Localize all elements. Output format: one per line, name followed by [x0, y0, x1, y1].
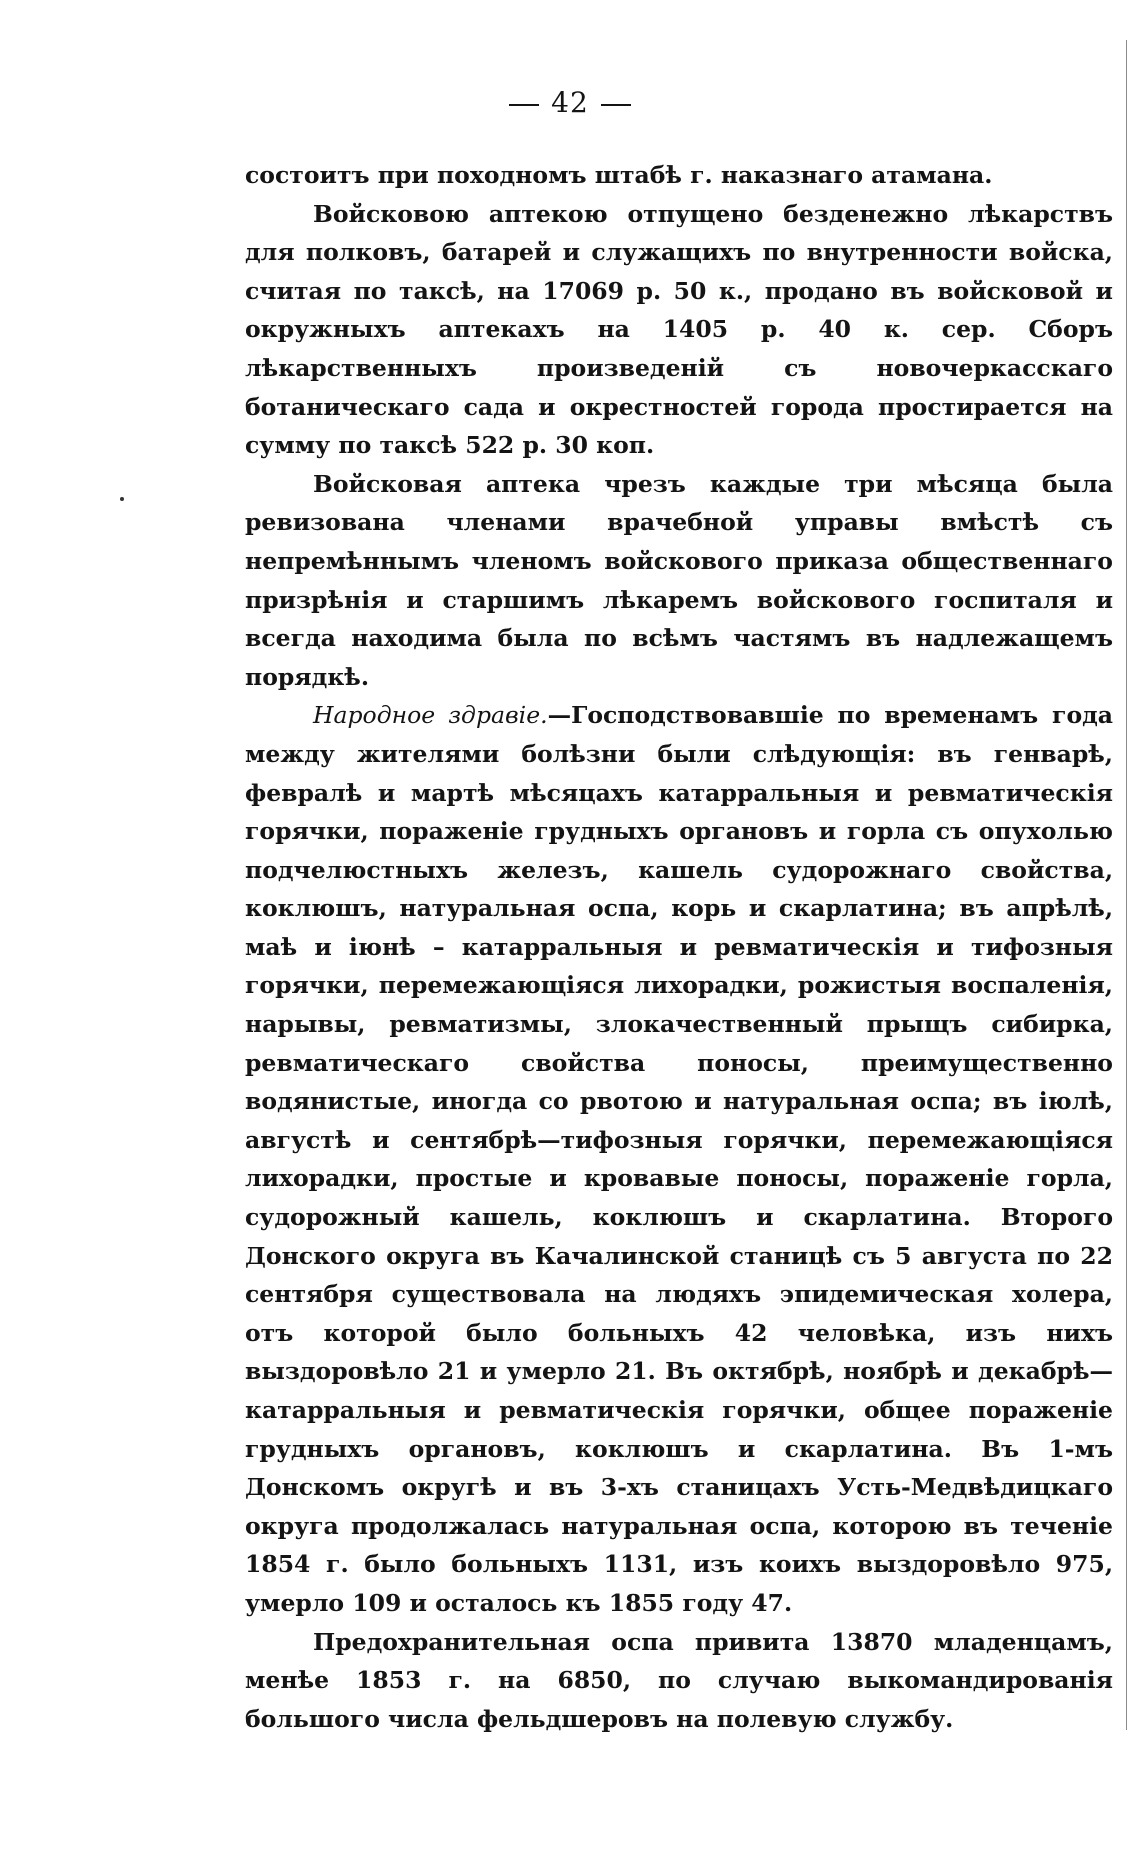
paragraph-pharmacy-supply: Войсковою аптекою отпущено безденежно лѣкарствъ для полковъ, батарей и служащихъ по внутренности войска, считая по таксѣ, на 17069 р. 50 к., продано въ войсковой и окружныхъ аптекахъ на 1405 р. 40 к. сер. Сборъ лѣкарственныхъ произведеній съ новочеркасскаго ботаническаго сада и окрестностей города простирается на сумму по таксѣ 522 р. 30 коп. [245, 199, 1113, 460]
paragraph-public-health-text: —Господствовавшіе по временамъ года между жителями болѣзни были слѣдующія: въ генварѣ, февралѣ и мартѣ мѣсяцахъ катарральныя и ревматическія горячки, пораженіе грудныхъ органовъ и горла съ опухолью подчелюстныхъ железъ, кашель судорожнаго свойства, коклюшъ, натуральная оспа, корь и скарлатина; въ апрѣлѣ, маѣ и іюнѣ – катарральныя и ревматическія и тифозныя горячки, перемежающіяся лихорадки, рожистыя воспаленія, нарывы, ревматизмы, злокачественный прыщъ сибирка, ревматическаго свойства поносы, преимущественно водянистые, иногда со рвотою и натуральная оспа; въ іюлѣ, августѣ и сентябрѣ—тифозныя горячки, перемежающіяся лихорадки, простые и кровавые поносы, пораженіе горла, судорожный кашель, коклюшъ и скарлатина. Второго Донского округа въ Качалинской станицѣ съ 5 августа по 22 сентября существовала на людяхъ эпидемическая холера, отъ которой было больныхъ 42 человѣка, изъ нихъ выздоровѣло 21 и умерло 21. Въ октябрѣ, ноябрѣ и декабрѣ—катарральныя и ревматическія горячки, общее пораженіе грудныхъ органовъ, коклюшъ и скарлатина. Въ 1-мъ Донскомъ округѣ и въ 3-хъ станицахъ Усть-Медвѣдицкаго округа продолжалась натуральная оспа, которою въ теченіе 1854 г. было больныхъ 1131, изъ коихъ выздоровѣло 975, умерло 109 и осталось къ 1855 году 47. [245, 701, 1114, 1617]
paragraph-public-health [245, 696, 1113, 1622]
page-number [0, 86, 1140, 119]
paragraph-continuation: состоитъ при походномъ штабѣ г. наказнаго атамана. [245, 161, 993, 189]
scan-speck [120, 497, 124, 501]
page-edge-rule [1126, 40, 1127, 1730]
page-number-dash-left [509, 104, 539, 106]
section-heading-public-health: Народное здравіе. [313, 701, 548, 730]
page-number-value: 42 [551, 86, 589, 119]
page-number-dash-right [601, 104, 631, 106]
paragraph-vaccination: Предохранительная оспа привита 13870 младенцамъ, менѣе 1853 г. на 6850, по случаю выкомандированія большого числа фельдшеровъ на полевую службу. [245, 1627, 1113, 1733]
paragraph-pharmacy-inspection: Войсковая аптека чрезъ каждые три мѣсяца была ревизована членами врачебной управы вмѣстѣ съ непремѣннымъ членомъ войскового приказа общественнаго призрѣнія и старшимъ лѣкаремъ войскового госпиталя и всегда находима была по всѣмъ частямъ въ надлежащемъ порядкѣ. [245, 469, 1113, 691]
body-text [245, 156, 1113, 1738]
